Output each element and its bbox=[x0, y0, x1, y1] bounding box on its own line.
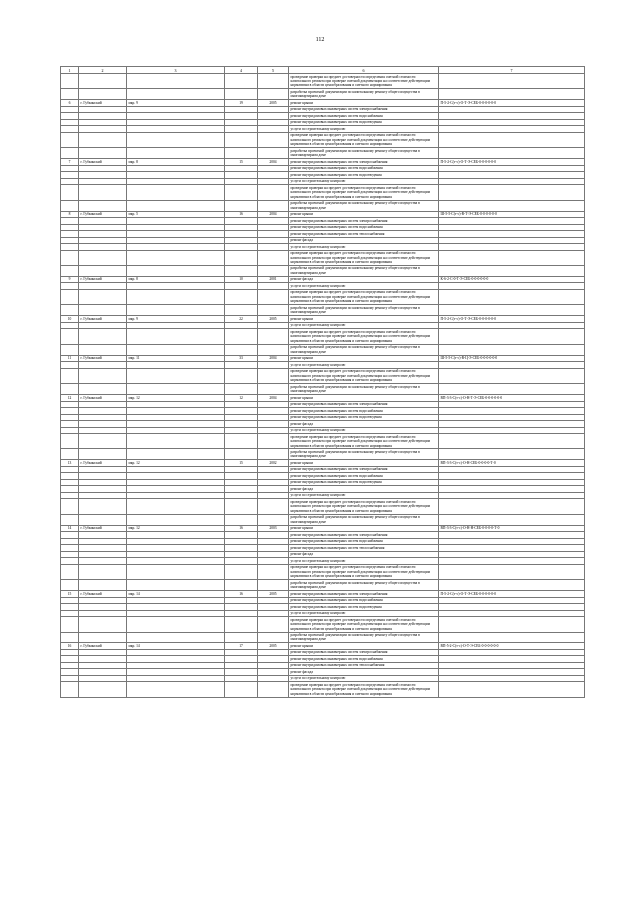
table-row bbox=[61, 434, 585, 449]
work-type: услуги по строительному контролю bbox=[289, 244, 439, 250]
work-type: проведение проверки на предмет достоверности определения сметной стоимости капитального ремонта при проверке сметной документации на соответствие действующим нормативам в области ценообразования и сметного нормирования bbox=[289, 617, 439, 632]
table-row bbox=[61, 132, 585, 147]
table-row bbox=[61, 617, 585, 632]
column-4-value: 16 bbox=[225, 525, 258, 531]
address: мкр. 8 bbox=[127, 159, 225, 165]
building-code: Ш-5-5-С(т-с)-В-Т-Э-СЕБ-0-0-0-0-0-0 bbox=[439, 211, 585, 217]
column-number: 7 bbox=[439, 67, 585, 74]
work-type: ремонт крыши bbox=[289, 460, 439, 466]
table-row bbox=[61, 250, 585, 265]
table-row bbox=[61, 499, 585, 514]
work-type: услуги по строительному контролю bbox=[289, 492, 439, 498]
building-code: П-5-2-С(т-с)-О-Т-Э-СЕБ-0-0-0-0-0-0 bbox=[439, 591, 585, 597]
work-type: ремонт фасада bbox=[289, 669, 439, 675]
work-type: разработка проектной документации по капитальному ремонту общего имущества в многоквартирном доме bbox=[289, 344, 439, 355]
work-type: разработка проектной документации по капитальному ремонту общего имущества в многоквартирном доме bbox=[289, 265, 439, 276]
work-type: проведение проверки на предмет достоверности определения сметной стоимости капитального ремонта при проверке сметной документации на соответствие действующим нормативам в области ценообразования и сметного нормирования bbox=[289, 434, 439, 449]
row-number: 14 bbox=[61, 525, 79, 531]
work-type: услуги по строительному контролю bbox=[289, 126, 439, 132]
work-type: разработка проектной документации по капитальному ремонту общего имущества в многоквартирном доме bbox=[289, 148, 439, 159]
table-row bbox=[61, 74, 585, 89]
work-type: проведение проверки на предмет достоверности определения сметной стоимости капитального ремонта при проверке сметной документации на соответствие действующим нормативам в области ценообразования и сметного нормирования bbox=[289, 499, 439, 514]
work-type: ремонт внутридомовых инженерных систем водоснабжения bbox=[289, 113, 439, 119]
city: г. Губкинский bbox=[79, 591, 127, 597]
column-4-value: 15 bbox=[225, 460, 258, 466]
work-type: ремонт внутридомовых инженерных систем электроснабжения bbox=[289, 649, 439, 655]
work-type: проведение проверки на предмет достоверности определения сметной стоимости капитального ремонта при проверке сметной документации на соответствие действующим нормативам в области ценообразования и сметного нормирования bbox=[289, 329, 439, 344]
work-type: ремонт внутридомовых инженерных систем электроснабжения bbox=[289, 106, 439, 112]
city: г. Губкинский bbox=[79, 316, 127, 322]
work-type: ремонт внутридомовых инженерных систем водоснабжения bbox=[289, 473, 439, 479]
address: мкр. 11 bbox=[127, 355, 225, 361]
city: г. Губкинский bbox=[79, 159, 127, 165]
page-number: 112 bbox=[315, 37, 325, 43]
work-type: проведение проверки на предмет достоверности определения сметной стоимости капитального ремонта при проверке сметной документации на соответствие действующим нормативам в области ценообразования и сметного нормирования bbox=[289, 682, 439, 697]
address: мкр. 14 bbox=[127, 643, 225, 649]
work-type: ремонт внутридомовых инженерных систем водоснабжения bbox=[289, 656, 439, 662]
work-type: ремонт крыши bbox=[289, 355, 439, 361]
table-row bbox=[61, 368, 585, 383]
work-type: ремонт внутридомовых инженерных систем водоснабжения bbox=[289, 224, 439, 230]
address: мкр. 12 bbox=[127, 395, 225, 401]
work-type: ремонт крыши bbox=[289, 100, 439, 106]
column-number: 3 bbox=[127, 67, 225, 74]
address: мкр. 12 bbox=[127, 460, 225, 466]
column-4-value: 16 bbox=[225, 211, 258, 217]
work-type: ремонт внутридомовых инженерных систем электроснабжения bbox=[289, 218, 439, 224]
building-code: ВП-5-2-С(т-с)-О-Т-Э-СЕБ-0-0-0-0-0-0 bbox=[439, 643, 585, 649]
table-row bbox=[61, 305, 585, 316]
work-type: ремонт внутридомовых инженерных систем водоснабжения bbox=[289, 408, 439, 414]
table-row bbox=[61, 265, 585, 276]
address: мкр. 14 bbox=[127, 591, 225, 597]
year: 2005 bbox=[258, 643, 289, 649]
column-number: 4 bbox=[225, 67, 258, 74]
building-code: ВП-3-3-С(т-с)-О-Н-Т-Э-СЕБ-0-0-0-0-0-0 bbox=[439, 395, 585, 401]
table-row bbox=[61, 329, 585, 344]
work-type: разработка проектной документации по капитальному ремонту общего имущества в многоквартирном доме bbox=[289, 305, 439, 316]
work-type: ремонт фасада bbox=[289, 551, 439, 557]
city: г. Губкинский bbox=[79, 643, 127, 649]
work-type: ремонт внутридомовых инженерных систем водоснабжения bbox=[289, 597, 439, 603]
column-number: 5 bbox=[258, 67, 289, 74]
row-number: 13 bbox=[61, 460, 79, 466]
work-type: разработка проектной документации по капитальному ремонту общего имущества в многоквартирном доме bbox=[289, 89, 439, 100]
city: г. Губкинский bbox=[79, 460, 127, 466]
column-4-value: 33 bbox=[225, 355, 258, 361]
address: мкр. 12 bbox=[127, 525, 225, 531]
year: 2004 bbox=[258, 211, 289, 217]
table-row bbox=[61, 148, 585, 159]
city: г. Губкинский bbox=[79, 100, 127, 106]
work-type: ремонт внутридомовых инженерных систем электроснабжения bbox=[289, 159, 439, 165]
year: 2001 bbox=[258, 276, 289, 282]
column-number: 6 bbox=[289, 67, 439, 74]
row-number: 11 bbox=[61, 355, 79, 361]
year: 2004 bbox=[258, 395, 289, 401]
work-type: проведение проверки на предмет достоверности определения сметной стоимости капитального ремонта при проверке сметной документации на соответствие действующим нормативам в области ценообразования и сметного нормирования bbox=[289, 250, 439, 265]
city: г. Губкинский bbox=[79, 211, 127, 217]
city: г. Губкинский bbox=[79, 525, 127, 531]
row-number: 10 bbox=[61, 316, 79, 322]
building-code: П-5-2-С(т-с)-О-Т-Э-СЕБ-0-0-0-0-0-0 bbox=[439, 159, 585, 165]
column-4-value: 15 bbox=[225, 159, 258, 165]
row-number: 16 bbox=[61, 643, 79, 649]
table-row bbox=[61, 344, 585, 355]
building-code: П-5-2-С(т-с)-О-Т-Э-СЕБ-0-0-0-0-0-0 bbox=[439, 100, 585, 106]
work-type: услуги по строительному контролю bbox=[289, 322, 439, 328]
work-type: разработка проектной документации по капитальному ремонту общего имущества в многоквартирном доме bbox=[289, 384, 439, 395]
work-type: проведение проверки на предмет достоверности определения сметной стоимости капитального ремонта при проверке сметной документации на соответствие действующим нормативам в области ценообразования и сметного нормирования bbox=[289, 132, 439, 147]
column-4-value: 10 bbox=[225, 276, 258, 282]
work-type: ремонт крыши bbox=[289, 316, 439, 322]
city: г. Губкинский bbox=[79, 276, 127, 282]
work-type: услуги по строительному контролю bbox=[289, 283, 439, 289]
column-4-value: 12 bbox=[225, 395, 258, 401]
work-type: ремонт фасада bbox=[289, 276, 439, 282]
work-type: проведение проверки на предмет достоверности определения сметной стоимости капитального ремонта при проверке сметной документации на соответствие действующим нормативам в области ценообразования и сметного нормирования bbox=[289, 368, 439, 383]
row-number: 15 bbox=[61, 591, 79, 597]
work-type: ремонт крыши bbox=[289, 211, 439, 217]
work-type: услуги по строительному контролю bbox=[289, 178, 439, 184]
work-type: ремонт внутридомовых инженерных систем водоотведения bbox=[289, 119, 439, 125]
building-code: ВП-3-3-С(т-с)-О-Н-Н-СЕБ-0-0-0-0-Т-0 bbox=[439, 525, 585, 531]
work-type: ремонт фасада bbox=[289, 237, 439, 243]
work-type: разработка проектной документации по капитальному ремонту общего имущества в многоквартирном доме bbox=[289, 200, 439, 211]
row-number: 7 bbox=[61, 159, 79, 165]
work-type: ремонт внутридомовых инженерных систем электроснабжения bbox=[289, 466, 439, 472]
table-row bbox=[61, 384, 585, 395]
work-type: ремонт крыши bbox=[289, 525, 439, 531]
city: г. Губкинский bbox=[79, 395, 127, 401]
work-type: проведение проверки на предмет достоверности определения сметной стоимости капитального ремонта при проверке сметной документации на соответствие действующим нормативам в области ценообразования и сметного нормирования bbox=[289, 289, 439, 304]
table-row bbox=[61, 564, 585, 579]
work-type: ремонт внутридомовых инженерных систем электроснабжения bbox=[289, 532, 439, 538]
work-type: ремонт крыши bbox=[289, 643, 439, 649]
work-type: ремонт внутридомовых инженерных систем водоснабжения bbox=[289, 538, 439, 544]
address: мкр. 9 bbox=[127, 100, 225, 106]
work-type: ремонт внутридомовых инженерных систем водоснабжения bbox=[289, 165, 439, 171]
work-type: услуги по строительному контролю bbox=[289, 427, 439, 433]
table-row bbox=[61, 682, 585, 697]
work-type: ремонт внутридомовых инженерных систем водоотведения bbox=[289, 172, 439, 178]
register-table bbox=[60, 66, 585, 698]
table-row bbox=[61, 289, 585, 304]
work-type: проведение проверки на предмет достоверности определения сметной стоимости капитального ремонта при проверке сметной документации на соответствие действующим нормативам в области ценообразования и сметного нормирования bbox=[289, 185, 439, 200]
work-type: ремонт крыши bbox=[289, 395, 439, 401]
address: мкр. 5 bbox=[127, 211, 225, 217]
work-type: ремонт фасада bbox=[289, 421, 439, 427]
building-code: П-5-2-С(т-с)-О-Т-Э-СЕБ-0-0-0-0-0-0 bbox=[439, 316, 585, 322]
column-4-value: 17 bbox=[225, 643, 258, 649]
work-type: ремонт внутридомовых инженерных систем теплоснабжения bbox=[289, 231, 439, 237]
year: 2002 bbox=[258, 460, 289, 466]
table-row bbox=[61, 185, 585, 200]
year: 2003 bbox=[258, 525, 289, 531]
work-type: услуги по строительному контролю bbox=[289, 362, 439, 368]
table-row bbox=[61, 200, 585, 211]
row-number: 9 bbox=[61, 276, 79, 282]
work-type: разработка проектной документации по капитальному ремонту общего имущества в многоквартирном доме bbox=[289, 632, 439, 643]
work-type: услуги по строительному контролю bbox=[289, 675, 439, 681]
year: 2004 bbox=[258, 159, 289, 165]
work-type: ремонт внутридомовых инженерных систем теплоснабжения bbox=[289, 662, 439, 668]
column-4-value: 19 bbox=[225, 100, 258, 106]
building-code: Ш-5-5-С(т-с)-В-Ц-Э-СЕБ-0-0-0-0-0-0 bbox=[439, 355, 585, 361]
column-4-value: 22 bbox=[225, 316, 258, 322]
work-type: услуги по строительному контролю bbox=[289, 558, 439, 564]
work-type: услуги по строительному контролю bbox=[289, 610, 439, 616]
work-type: разработка проектной документации по капитальному ремонту общего имущества в многоквартирном доме bbox=[289, 449, 439, 460]
work-type: ремонт внутридомовых инженерных систем водоотведения bbox=[289, 604, 439, 610]
table-row bbox=[61, 89, 585, 100]
address: мкр. 8 bbox=[127, 276, 225, 282]
column-number: 1 bbox=[61, 67, 79, 74]
address: мкр. 9 bbox=[127, 316, 225, 322]
year: 2005 bbox=[258, 316, 289, 322]
work-type: ремонт внутридомовых инженерных систем электроснабжения bbox=[289, 401, 439, 407]
table-row bbox=[61, 449, 585, 460]
table-row bbox=[61, 632, 585, 643]
column-number: 2 bbox=[79, 67, 127, 74]
work-type: ремонт внутридомовых инженерных систем водоотведения bbox=[289, 479, 439, 485]
column-4-value: 16 bbox=[225, 591, 258, 597]
work-type: ремонт фасада bbox=[289, 486, 439, 492]
work-type: проведение проверки на предмет достоверности определения сметной стоимости капитального ремонта при проверке сметной документации на соответствие действующим нормативам в области ценообразования и сметного нормирования bbox=[289, 564, 439, 579]
row-number: 8 bbox=[61, 211, 79, 217]
building-code: ВП-3-3-С(т-с)-О-Н-СЕБ-0-0-0-0-Т-0 bbox=[439, 460, 585, 466]
table-row bbox=[61, 580, 585, 591]
year: 2005 bbox=[258, 100, 289, 106]
work-type: разработка проектной документации по капитальному ремонту общего имущества в многоквартирном доме bbox=[289, 580, 439, 591]
work-type: ремонт внутридомовых инженерных систем теплоснабжения bbox=[289, 545, 439, 551]
work-type: ремонт внутридомовых инженерных систем водоотведения bbox=[289, 414, 439, 420]
table-row bbox=[61, 514, 585, 525]
year: 2004 bbox=[258, 355, 289, 361]
row-number: 6 bbox=[61, 100, 79, 106]
building-code: К-6-2-С-0-Т-Э-СЕБ-0-0-0-0-0-0 bbox=[439, 276, 585, 282]
work-type: разработка проектной документации по капитальному ремонту общего имущества в многоквартирном доме bbox=[289, 514, 439, 525]
row-number: 12 bbox=[61, 395, 79, 401]
work-type: проведение проверки на предмет достоверности определения сметной стоимости капитального ремонта при проверке сметной документации на соответствие действующим нормативам в области ценообразования и сметного нормирования bbox=[289, 74, 439, 89]
work-type: ремонт внутридомовых инженерных систем электроснабжения bbox=[289, 591, 439, 597]
header-row bbox=[61, 67, 585, 74]
city: г. Губкинский bbox=[79, 355, 127, 361]
year: 2005 bbox=[258, 591, 289, 597]
